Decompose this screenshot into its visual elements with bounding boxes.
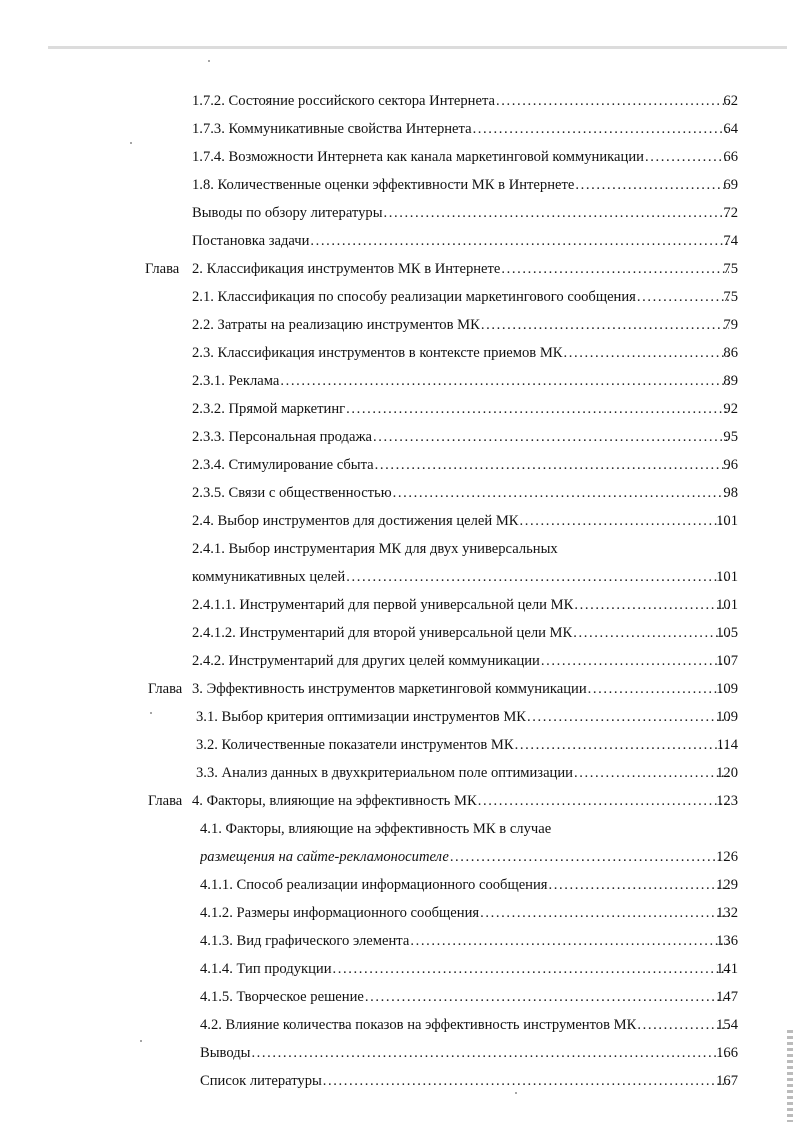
toc-title: 3.1. Выбор критерия оптимизации инструментов МК [196, 709, 527, 725]
toc-title: 2.3.5. Связи с общественностью [192, 485, 392, 501]
toc-title: 2.3.4. Стимулирование сбыта [192, 457, 374, 473]
scan-speck [208, 60, 210, 62]
toc-title: 1.8. Количественные оценки эффективности МК в Интернете [192, 177, 575, 193]
toc-page-number: 154 [716, 1017, 738, 1033]
toc-entry [0, 956, 793, 982]
toc-entry [0, 816, 793, 842]
toc-entry [0, 648, 793, 674]
toc-page-number: 66 [723, 149, 738, 165]
toc-title: 1.7.4. Возможности Интернета как канала маркетинговой коммуникации [192, 149, 644, 165]
toc-entry [0, 284, 793, 310]
toc-page-number: 107 [716, 653, 738, 669]
toc-page-number: 132 [716, 905, 738, 921]
toc-page-number: 74 [723, 233, 738, 249]
toc-page-number: 96 [723, 457, 738, 473]
toc-title: Выводы [200, 1045, 251, 1061]
toc-page-number: 72 [723, 205, 738, 221]
toc-entry [0, 480, 793, 506]
toc-title: 4.1.5. Творческое решение [200, 989, 364, 1005]
toc-chapter-entry [0, 788, 793, 814]
toc-page-number: 129 [716, 877, 738, 893]
toc-title: Список литературы [200, 1073, 322, 1089]
toc-title: 3. Эффективность инструментов маркетинговой коммуникации [192, 681, 587, 697]
toc-title: Выводы по обзору литературы [192, 205, 383, 221]
toc-entry [0, 536, 793, 562]
toc-title: 2.3.2. Прямой маркетинг [192, 401, 346, 417]
toc-page-number: 79 [723, 317, 738, 333]
toc-entry [0, 704, 793, 730]
toc-entry [0, 340, 793, 366]
scan-edge-top [48, 46, 787, 49]
toc-page-number: 166 [716, 1045, 738, 1061]
toc-entry [0, 928, 793, 954]
toc-entry [0, 452, 793, 478]
toc-page-number: 75 [723, 289, 738, 305]
toc-title: 4. Факторы, влияющие на эффективность МК [192, 793, 477, 809]
toc-chapter-label: Глава [148, 793, 183, 809]
toc-page-number: 109 [716, 709, 738, 725]
toc-title: размещения на сайте-рекламоносителе [200, 849, 449, 865]
toc-entry [0, 564, 793, 590]
toc-title: 2.2. Затраты на реализацию инструментов МК [192, 317, 480, 333]
toc-entry [0, 144, 793, 170]
toc-title: 2.4.1.2. Инструментарий для второй универсальной цели МК [192, 625, 573, 641]
toc-page-number: 101 [716, 597, 738, 613]
toc-page-number: 69 [723, 177, 738, 193]
toc-entry [0, 116, 793, 142]
toc-title: 2.1. Классификация по способу реализации маркетингового сообщения [192, 289, 636, 305]
toc-page-number: 105 [716, 625, 738, 641]
toc-entry [0, 424, 793, 450]
toc-title: 3.3. Анализ данных в двухкритериальном поле оптимизации [196, 765, 573, 781]
toc-page-number: 86 [723, 345, 738, 361]
toc-title: 2.3. Классификация инструментов в контексте приемов МК [192, 345, 563, 361]
toc-title: 3.2. Количественные показатели инструментов МК [196, 737, 514, 753]
toc-page-number: 147 [716, 989, 738, 1005]
toc-entry [0, 200, 793, 226]
toc-chapter-label: Глава [145, 261, 180, 277]
toc-title: 4.1.1. Способ реализации информационного сообщения [200, 877, 548, 893]
toc-title: 2.4.1. Выбор инструментария МК для двух универсальных [192, 541, 558, 557]
toc-entry [0, 732, 793, 758]
toc-title: 1.7.3. Коммуникативные свойства Интернета [192, 121, 472, 137]
toc-entry [0, 844, 793, 870]
toc-page-number: 101 [716, 569, 738, 585]
toc-entry [0, 592, 793, 618]
toc-entry [0, 1040, 793, 1066]
toc-entry [0, 172, 793, 198]
toc-title: 4.2. Влияние количества показов на эффективность инструментов МК [200, 1017, 637, 1033]
toc-page-number: 167 [716, 1073, 738, 1089]
toc-page-number: 109 [716, 681, 738, 697]
toc-page-number: 62 [723, 93, 738, 109]
toc-title: 1.7.2. Состояние российского сектора Интернета [192, 93, 495, 109]
toc-entry [0, 1012, 793, 1038]
toc-page-number: 95 [723, 429, 738, 445]
toc-title: 2. Классификация инструментов МК в Интернете [192, 261, 501, 277]
toc-entry [0, 1068, 793, 1094]
toc-title: 2.4.1.1. Инструментарий для первой универсальной цели МК [192, 597, 574, 613]
toc-title: коммуникативных целей [192, 569, 346, 585]
toc-entry [0, 620, 793, 646]
toc-entry [0, 88, 793, 114]
toc-chapter-entry [0, 256, 793, 282]
toc-title: 4.1.4. Тип продукции [200, 961, 332, 977]
toc-title: 2.4.2. Инструментарий для других целей коммуникации [192, 653, 540, 669]
toc-page-number: 64 [723, 121, 738, 137]
toc-entry [0, 228, 793, 254]
toc-chapter-label: Глава [148, 681, 183, 697]
toc-title: 4.1.2. Размеры информационного сообщения [200, 905, 480, 921]
toc-page-number: 141 [716, 961, 738, 977]
toc-page-number: 123 [716, 793, 738, 809]
toc-page-number: 89 [723, 373, 738, 389]
toc-page-number: 120 [716, 765, 738, 781]
toc-page-number: 92 [723, 401, 738, 417]
toc-entry [0, 984, 793, 1010]
toc-page-number: 114 [716, 737, 738, 753]
toc-entry [0, 872, 793, 898]
toc-entry [0, 368, 793, 394]
toc-entry [0, 312, 793, 338]
toc-entry [0, 760, 793, 786]
toc-entry [0, 396, 793, 422]
toc-title: Постановка задачи [192, 233, 310, 249]
toc-entry [0, 508, 793, 534]
toc-page-number: 98 [723, 485, 738, 501]
toc-page-number: 136 [716, 933, 738, 949]
toc-page-number: 126 [716, 849, 738, 865]
toc-title: 2.4. Выбор инструментов для достижения целей МК [192, 513, 519, 529]
toc-chapter-entry [0, 676, 793, 702]
toc-title: 4.1.3. Вид графического элемента [200, 933, 410, 949]
toc-title: 4.1. Факторы, влияющие на эффективность МК в случае [200, 821, 552, 837]
toc-page-number: 101 [716, 513, 738, 529]
toc-entry [0, 900, 793, 926]
toc-title: 2.3.3. Персональная продажа [192, 429, 373, 445]
toc-title: 2.3.1. Реклама [192, 373, 280, 389]
toc-page-number: 75 [723, 261, 738, 277]
